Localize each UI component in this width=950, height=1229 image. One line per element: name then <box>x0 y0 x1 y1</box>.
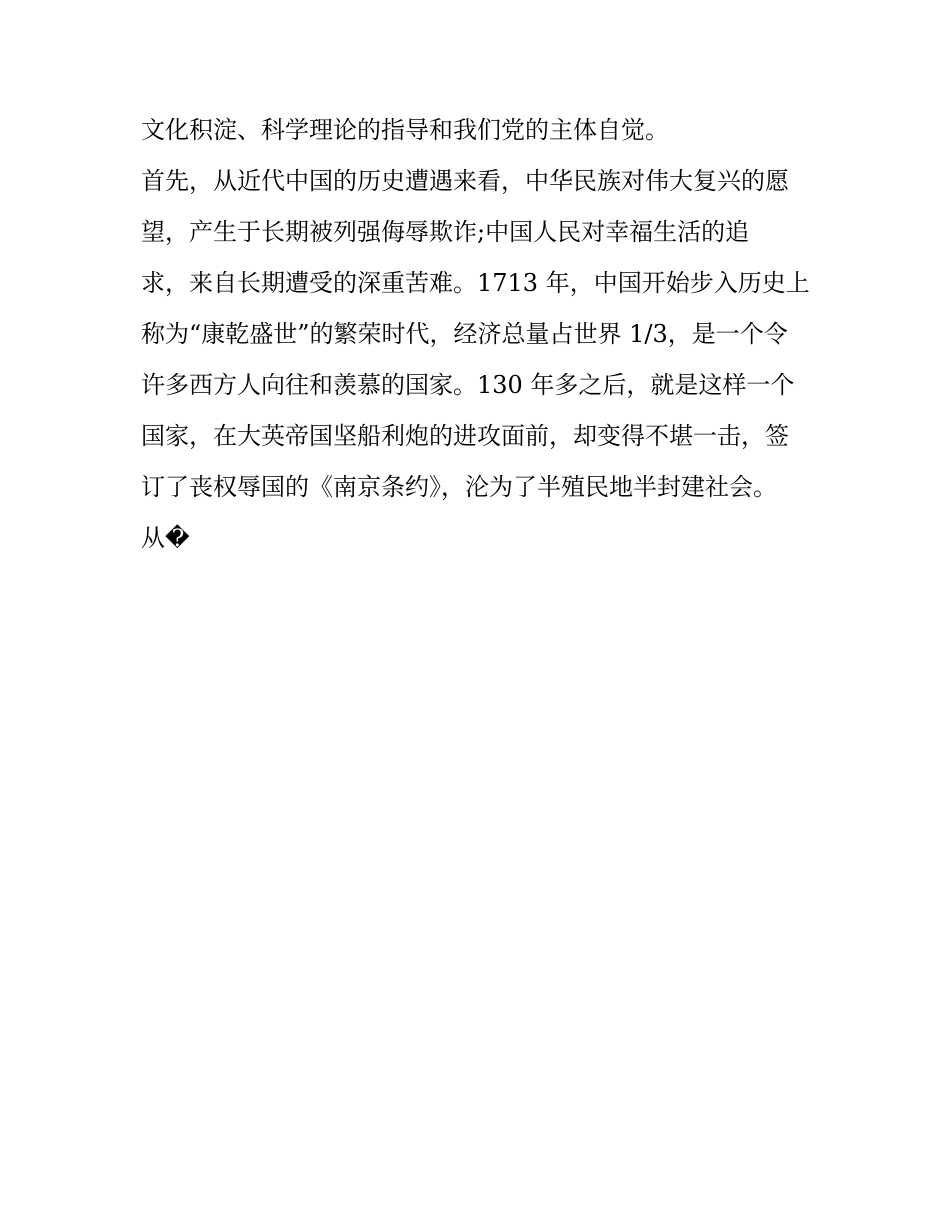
text-line-2: 首先，从近代中国的历史遭遇来看，中华民族对伟大复兴的愿 <box>141 167 789 195</box>
text-line-8: 订了丧权辱国的《南京条约》，沦为了半殖民地半封建社会。 <box>141 473 777 501</box>
text-line-5: 称为“康乾盛世”的繁荣时代，经济总量占世界 1/3，是一个令 <box>141 320 788 348</box>
text-line-9: 从� <box>141 524 190 552</box>
text-line-3: 望，产生于长期被列强侮辱欺诈;中国人民对幸福生活的追 <box>141 218 750 246</box>
text-line-6: 许多西方人向往和羡慕的国家。130 年多之后，就是这样一个 <box>141 371 795 399</box>
text-line-7: 国家，在大英帝国坚船利炮的进攻面前，却变得不堪一击，签 <box>141 422 789 450</box>
body-text <box>141 110 831 569</box>
text-line-4: 求，来自长期遭受的深重苦难。1713 年，中国开始步入历史上 <box>141 269 810 297</box>
text-line-1: 文化积淀、科学理论的指导和我们党的主体自觉。 <box>141 116 669 144</box>
